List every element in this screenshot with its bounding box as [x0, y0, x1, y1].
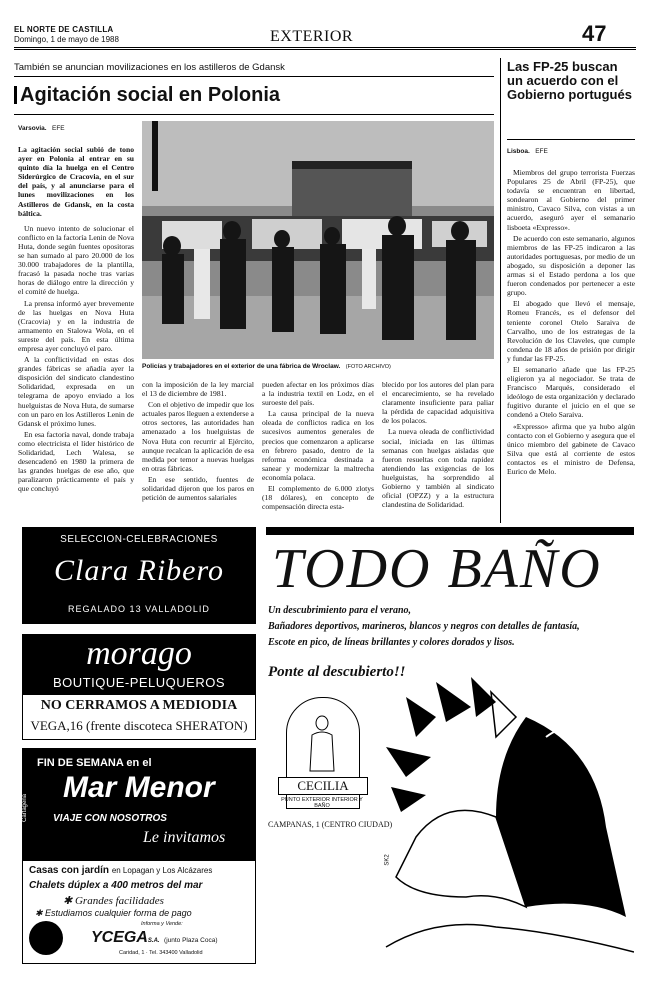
masthead-rule-2	[14, 49, 636, 50]
article-headline	[14, 84, 280, 107]
ad-cecilia-title: TODO BAÑO	[272, 538, 602, 600]
ad-clara-ribero	[22, 527, 256, 624]
ad-marmenor-company-sa: S.A.	[147, 938, 160, 944]
side-dateline	[507, 148, 548, 155]
ad-cecilia-brand-sub: PUNTO EXTERIOR INTERIOR Y BAÑO	[281, 797, 363, 809]
ad-cecilia-top-band	[266, 527, 634, 535]
side-dateline-agency: EFE	[535, 148, 548, 155]
ad-marmenor-side: Cartagena	[22, 793, 29, 823]
headline-rule	[14, 114, 494, 115]
side-article-body	[507, 168, 635, 478]
ad-cecilia-line2: Bañadores deportivos, marineros, blancos y negros con detalles de fantasía,	[268, 621, 580, 632]
body-paragraph: La nueva oleada de conflictividad social, iniciada en las últimas semanas con huelgas aisladas que fueron resueltas con toda rapidez atendiendo las exigencias de los huelguistas, ha sorprendido al Gobierno y también al sindicato oficial (OPZZ) y a la estructura clandestina de Solidaridad.	[382, 427, 494, 510]
ad-marmenor-name: Mar Menor	[63, 771, 215, 804]
side-paragraph: El abogado que llevó el mensaje, Romeu Francés, es el defensor del teniente coronel Otelo Saraiva de Carvalho, uno de los estrategas de la Revolución de los Claveles, que cumple condena de 18 años de prisión por dirigir y fundar las FP-25.	[507, 299, 635, 363]
ad-marmenor-chalets-a: Chalets dúplex	[29, 880, 101, 891]
ad-morago-name: morago	[86, 635, 192, 672]
article-col-1	[18, 145, 134, 495]
body-paragraph: La prensa informó ayer brevemente de las huelgas en Nova Huta (Cracovia) y en la industria de armamento en Stalowa Wola, en el sureste del país. En esta última empresa ayer concluyó el paro.	[18, 298, 134, 353]
side-column-rule	[500, 58, 501, 523]
ad-marmenor-company: YCEGA	[91, 929, 148, 946]
ad-marmenor-weekend: FIN DE SEMANA en el	[37, 757, 152, 769]
side-paragraph: De acuerdo con este semanario, algunos miembros de las FP-25 indicaron a las autoridades portuguesas, por medio de un abogado, su disposición a deponer las armas si el Estado perdona a los que fueron condenados por pertenecer a este grupo.	[507, 233, 635, 298]
side-headline: Las FP-25 buscan un acuerdo con el Gobierno portugués	[507, 59, 632, 102]
body-paragraph: El complemento de 6.000 zlotys (18 dólares), en concepto de compensación directa esta-	[262, 484, 374, 512]
body-paragraph: Un nuevo intento de solucionar el conflicto en la factoría Lenin de Nova Huta, donde según fuentes opositoras se han sumado al paro 20.000 de los 30.000 trabajadores de la plantilla, fracasó la pasada noche tras varias horas de diálogo entre la dirección y el comité de huelga.	[18, 223, 134, 297]
article-col-4	[382, 380, 494, 511]
ad-morago-address: VEGA,16 (frente discoteca SHERATON)	[30, 718, 248, 733]
ad-cecilia-signature: SK2	[384, 854, 391, 866]
ad-mar-menor	[22, 748, 256, 964]
body-paragraph: En ese sentido, fuentes de solidaridad dijeron que los paros en petición de aumentos salariales	[142, 474, 254, 503]
body-paragraph: A la conflictividad en estas dos grandes fábricas se añadía ayer la disposición del sindicato clandestino Solidaridad, expresada en un telegrama de apoyo enviado a los huelguistas de Nova Huta, de sumarse con un paro en los Astilleros Lenin de Gdansk el próximo lunes.	[18, 355, 134, 428]
ad-marmenor-houses	[29, 865, 212, 876]
ad-cecilia-figure-icon	[306, 715, 338, 775]
ad-morago	[22, 634, 256, 740]
side-paragraph: Miembros del grupo terrorista Fuerzas Populares 25 de Abril (FP-25), que todavía se encuentran en libertad, sondearon al Gobierno del primer ministro, Cavaco Silva, con vistas a un acuerdo, aseguró ayer el semanario lisboeta «Expresso».	[507, 168, 635, 232]
article-dateline	[18, 125, 65, 132]
ad-marmenor-info: Informa y Vende:	[141, 921, 183, 927]
ad-marmenor-company-loc: (junto Plaza Coca)	[164, 937, 218, 944]
side-paragraph: «Expresso» afirma que ya hubo algún contacto con el Gobierno y asegura que el único miembro del gabinete de Cavaco Silva que está al corriente de estos contactos es el ministro de Defensa, Eurico de Melo.	[507, 421, 635, 476]
ad-marmenor-company-line	[91, 929, 218, 947]
ad-clara-address: REGALADO 13 VALLADOLID	[68, 604, 210, 614]
ad-cecilia	[266, 527, 634, 962]
side-paragraph: El semanario añade que las FP-25 eligieron ya al negociador. Se trata de Francisco Marqués, considerado el ideólogo de esta organización y declarado fugitivo durante el juicio en el que se condenó a Otelo Saraiva.	[507, 364, 635, 420]
ad-marmenor-chalets-b: a 400 metros del mar	[102, 880, 203, 891]
section-title: EXTERIOR	[270, 28, 354, 45]
bullet-mark	[14, 86, 17, 104]
side-dateline-city: Lisboa.	[507, 148, 530, 155]
ad-marmenor-houses-b: en Lopagan y Los Alcázares	[111, 866, 213, 875]
side-headline-rule	[507, 139, 635, 140]
ad-marmenor-studios: ✱ Estudiamos cualquier forma de pago	[35, 908, 192, 918]
article-kicker: También se anuncian movilizaciones en los astilleros de Gdansk	[14, 62, 285, 73]
ad-cecilia-line3: Escote en pico, de líneas brillantes y colores dorados y lisos.	[268, 637, 515, 648]
masthead-date: Domingo, 1 de mayo de 1988	[14, 35, 119, 44]
kicker-rule	[14, 76, 494, 77]
ad-clara-name: Clara Ribero	[53, 554, 225, 587]
article-lead: La agitación social subió de tono ayer en Polonia al entrar en su quinto día la huelga en el Centro Siderúrgico de Cracovia, en el sur del país, y al anunciarse para el lunes movilizaciones en los Astilleros de Gdansk, en la costa báltica.	[18, 145, 134, 218]
body-paragraph: En esa factoría naval, donde trabaja como electricista el líder histórico de Solidaridad, Lech Walesa, se desencadenó en 1980 la primera de las grandes huelgas de ese año, que paralizaron prácticamente el país y que concluyó	[18, 429, 134, 494]
ad-marmenor-chalets	[29, 880, 202, 891]
dateline-city: Varsovia.	[18, 125, 47, 132]
ad-marmenor-logo	[29, 921, 63, 955]
ad-clara-top: SELECCION-CELEBRACIONES	[60, 534, 218, 545]
ad-cecilia-line1: Un descubrimiento para el verano,	[268, 605, 412, 616]
ad-marmenor-travel: VIAJE CON NOSOTROS	[53, 813, 167, 824]
ad-marmenor-facilities: ✱ Grandes facilidades	[63, 895, 164, 907]
ad-morago-band	[23, 635, 255, 695]
page-number: 47	[582, 21, 607, 46]
masthead-paper: EL NORTE DE CASTILLA	[14, 25, 114, 34]
ad-marmenor-houses-a: Casas con jardín	[29, 865, 110, 876]
ad-marmenor-invite: Le invitamos	[143, 829, 226, 846]
ad-morago-sub: BOUTIQUE-PELUQUEROS	[52, 675, 226, 690]
ad-morago-slogan: NO CERRAMOS A MEDIODIA	[40, 698, 238, 713]
news-photo	[142, 121, 494, 359]
masthead-rule	[14, 47, 636, 48]
ad-cecilia-brand: CECILIA	[278, 777, 368, 795]
body-paragraph: con la imposición de la ley marcial el 13 de diciembre de 1981.	[142, 380, 254, 399]
body-paragraph: pueden afectar en los próximos días a la industria textil en Lodz, en el suroeste del país.	[262, 380, 374, 408]
body-paragraph: Con el objetivo de impedir que los actuales paros lleguen a extenderse a otros sectores, las autoridades han amenazado a los huelguistas de Nova Huta con recurrir al Ejército, aunque recalcan la aplicación de esa medida por temor a nuevas huelgas en otras fábricas.	[142, 400, 254, 473]
article-headline-text: Agitación social en Polonia	[20, 84, 281, 106]
ad-marmenor-facilities-text: Grandes facilidades	[74, 895, 164, 907]
article-col-3	[262, 380, 374, 513]
article-col-2	[142, 380, 254, 504]
photo-scene	[142, 121, 494, 359]
body-paragraph: La causa principal de la nueva oleada de conflictos radica en los sucesivos aumentos generales de precios que comenzaron a aplicarse en febrero pasado, dentro de la reforma económica destinada a sanear y modernizar la maltrecha economía polaca.	[262, 409, 374, 482]
ad-marmenor-studios-text: Estudiamos cualquier forma de pago	[45, 908, 192, 918]
ad-marmenor-band	[23, 749, 255, 861]
body-paragraph: blecido por los autores del plan para el encarecimiento, se ha revelado claramente insuficiente para paliar la pérdida de capacidad adquisitiva de los polacos.	[382, 380, 494, 426]
ad-marmenor-address: Caridad, 1 · Tel. 343400 Valladolid	[119, 950, 203, 956]
photo-caption: Policías y trabajadores en el exterior de una fábrica de Wroclaw.	[142, 363, 341, 370]
photo-caption-line	[142, 363, 391, 370]
ad-cecilia-swimmer-illustration	[376, 677, 634, 962]
ad-cecilia-address: CAMPANAS, 1 (CENTRO CIUDAD)	[268, 820, 393, 829]
ad-cecilia-cta: Ponte al descubierto!!	[268, 664, 406, 680]
photo-credit: (FOTO ARCHIVO)	[345, 364, 391, 370]
dateline-agency: EFE	[51, 125, 65, 132]
